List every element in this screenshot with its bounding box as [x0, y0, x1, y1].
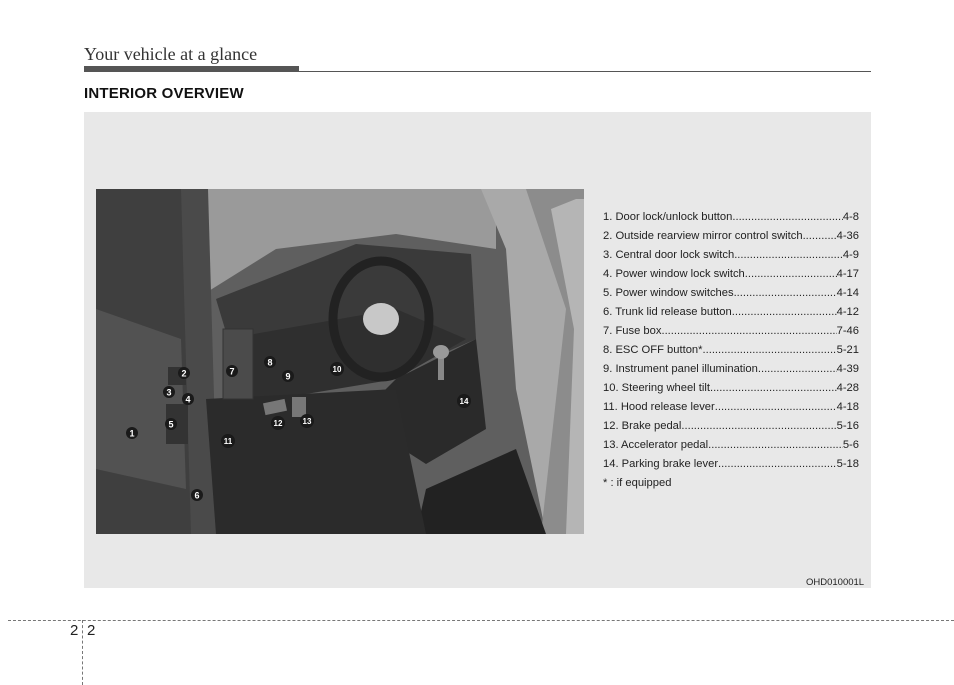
legend-item: 9. Instrument panel illumination ..... 4-39: [603, 360, 859, 379]
svg-text:8: 8: [267, 357, 273, 368]
callout-14: [457, 394, 471, 408]
footnote-if-equipped: * : if equipped: [603, 477, 672, 489]
callout-8: [264, 356, 276, 368]
legend-item: 1. Door lock/unlock button ..... 4-8: [603, 208, 859, 227]
svg-text:11: 11: [223, 437, 233, 446]
running-header: Your vehicle at a glance: [84, 44, 258, 64]
callout-5: [165, 418, 177, 430]
legend-item: 12. Brake pedal ..... 5-16: [603, 417, 859, 436]
callout-2: [178, 367, 190, 379]
svg-text:9: 9: [285, 371, 291, 382]
legend-item: 8. ESC OFF button* ..... 5-21: [603, 341, 859, 360]
callout-13: [300, 414, 314, 428]
footer-dashed-rule: [8, 620, 954, 621]
legend-item: 13. Accelerator pedal ..... 5-6: [603, 436, 859, 455]
legend-item: 10. Steering wheel tilt ..... 4-28: [603, 379, 859, 398]
callout-12: [271, 416, 285, 430]
section-title: INTERIOR OVERVIEW: [84, 85, 244, 102]
legend-item: 4. Power window lock switch ..... 4-17: [603, 265, 859, 284]
figure-code: OHD010001L: [806, 577, 865, 588]
interior-illustration: [96, 189, 584, 534]
header-rule: [299, 71, 871, 72]
svg-text:13: 13: [302, 417, 312, 426]
footer-vertical-dashed-rule: [82, 620, 83, 685]
header-accent-bar: [84, 66, 299, 72]
svg-text:5: 5: [168, 419, 174, 430]
page-number: 2: [87, 622, 96, 639]
svg-text:6: 6: [194, 490, 200, 501]
svg-text:4: 4: [185, 394, 191, 405]
callout-6: [191, 489, 203, 501]
svg-text:3: 3: [166, 387, 172, 398]
svg-text:14: 14: [459, 397, 469, 406]
callout-10: [330, 362, 344, 376]
legend-item: 7. Fuse box ..... 7-46: [603, 322, 859, 341]
legend-item: 11. Hood release lever ..... 4-18: [603, 398, 859, 417]
legend-item: 14. Parking brake lever ..... 5-18: [603, 455, 859, 474]
component-legend: [603, 208, 859, 493]
callout-3: [163, 386, 175, 398]
svg-text:10: 10: [332, 365, 342, 374]
svg-text:12: 12: [273, 419, 283, 428]
callout-7: [226, 365, 238, 377]
chapter-number: 2: [70, 622, 79, 639]
legend-item: 3. Central door lock switch ..... 4-9: [603, 246, 859, 265]
callout-9: [282, 370, 294, 382]
callout-11: [221, 434, 235, 448]
callout-4: [182, 393, 194, 405]
legend-item: 2. Outside rearview mirror control switch ..... 4-36: [603, 227, 859, 246]
legend-item: 5. Power window switches ..... 4-14: [603, 284, 859, 303]
callout-1: [126, 427, 138, 439]
legend-item: 6. Trunk lid release button ..... 4-12: [603, 303, 859, 322]
svg-text:7: 7: [229, 366, 235, 377]
svg-text:1: 1: [129, 428, 135, 439]
svg-text:2: 2: [181, 368, 187, 379]
